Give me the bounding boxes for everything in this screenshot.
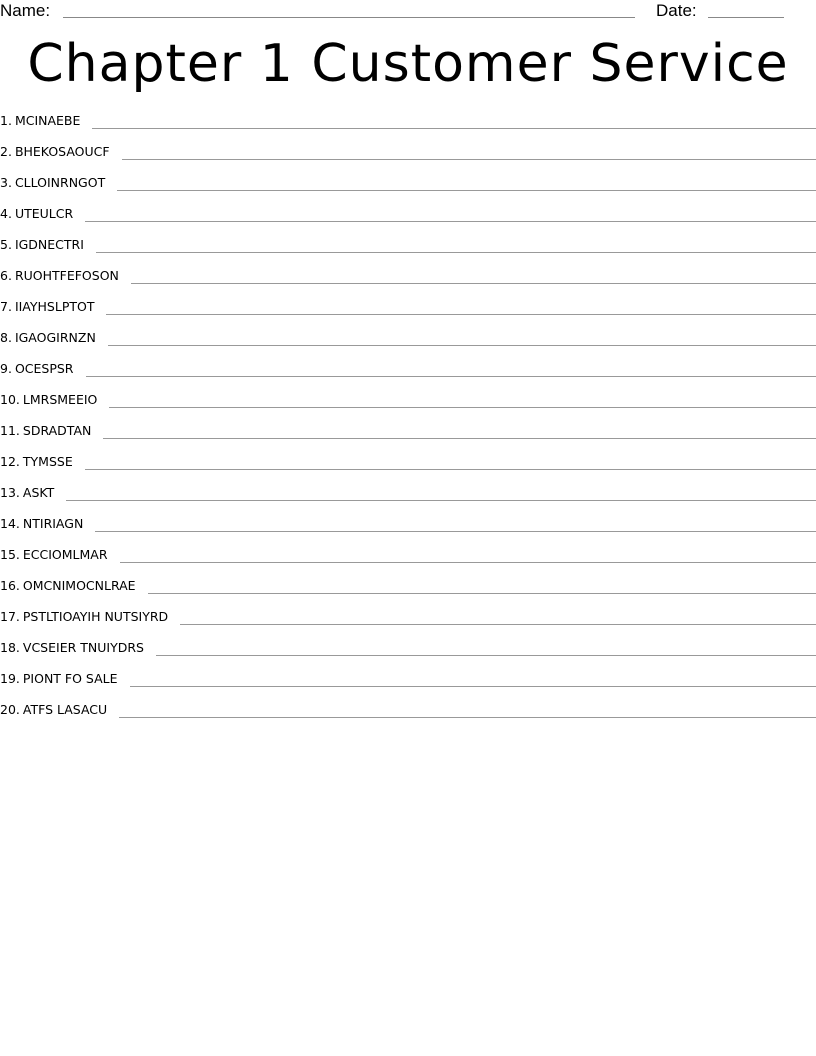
- item-text: [0, 110, 80, 129]
- scrambled-word: ATFS LASACU: [22, 702, 108, 717]
- worksheet-header: [0, 0, 816, 26]
- answer-line[interactable]: [85, 221, 816, 222]
- scrambled-word: VCSEIER TNUIYDRS: [22, 640, 144, 655]
- item-text: [0, 420, 91, 439]
- answer-line[interactable]: [103, 438, 816, 439]
- item-number: 17.: [0, 609, 20, 624]
- answer-line[interactable]: [119, 717, 816, 718]
- list-item: [0, 110, 816, 141]
- item-text: [0, 141, 110, 160]
- item-number: 7.: [0, 299, 12, 314]
- item-number: 13.: [0, 485, 20, 500]
- list-item: [0, 358, 816, 389]
- item-number: 1.: [0, 113, 12, 128]
- item-text: [0, 699, 107, 718]
- list-item: [0, 389, 816, 420]
- page-title: Chapter 1 Customer Service: [27, 34, 789, 94]
- list-item: [0, 575, 816, 606]
- item-number: 11.: [0, 423, 20, 438]
- item-number: 9.: [0, 361, 12, 376]
- scrambled-word: OMCNIMOCNLRAE: [22, 578, 136, 593]
- item-number: 19.: [0, 671, 20, 686]
- item-text: [0, 265, 119, 284]
- scrambled-word: RUOHTFEFOSON: [14, 268, 119, 283]
- list-item: [0, 637, 816, 668]
- answer-line[interactable]: [66, 500, 816, 501]
- item-text: [0, 606, 168, 625]
- item-text: [0, 575, 136, 594]
- item-number: 16.: [0, 578, 20, 593]
- answer-line[interactable]: [122, 159, 816, 160]
- name-label: Name:: [0, 1, 51, 20]
- scrambled-word: CLLOINRNGOT: [14, 175, 106, 190]
- scrambled-word: ASKT: [22, 485, 55, 500]
- list-item: [0, 482, 816, 513]
- item-number: 10.: [0, 392, 20, 407]
- item-number: 2.: [0, 144, 12, 159]
- scrambled-word: NTIRIAGN: [22, 516, 84, 531]
- scrambled-word: IIAYHSLPTOT: [14, 299, 95, 314]
- item-text: [0, 637, 144, 656]
- item-number: 14.: [0, 516, 20, 531]
- scrambled-word: UTEULCR: [14, 206, 74, 221]
- item-number: 4.: [0, 206, 12, 221]
- answer-line[interactable]: [96, 252, 816, 253]
- answer-line[interactable]: [117, 190, 816, 191]
- scrambled-word: TYMSSE: [22, 454, 73, 469]
- scrambled-word: SDRADTAN: [22, 423, 92, 438]
- answer-line[interactable]: [86, 376, 816, 377]
- answer-line[interactable]: [131, 283, 816, 284]
- answer-line[interactable]: [148, 593, 816, 594]
- list-item: [0, 141, 816, 172]
- item-text: [0, 234, 84, 253]
- item-text: [0, 296, 94, 315]
- answer-line[interactable]: [106, 314, 816, 315]
- answer-line[interactable]: [109, 407, 816, 408]
- item-text: [0, 451, 73, 470]
- list-item: [0, 544, 816, 575]
- list-item: [0, 265, 816, 296]
- date-field-line: [708, 17, 784, 18]
- list-item: [0, 327, 816, 358]
- item-text: [0, 544, 108, 563]
- item-number: 18.: [0, 640, 20, 655]
- scrambled-word: PIONT FO SALE: [22, 671, 118, 686]
- list-item: [0, 420, 816, 451]
- item-number: 6.: [0, 268, 12, 283]
- word-scramble-list: [0, 110, 816, 730]
- item-number: 12.: [0, 454, 20, 469]
- scrambled-word: LMRSMEEIO: [22, 392, 98, 407]
- answer-line[interactable]: [85, 469, 816, 470]
- scrambled-word: IGAOGIRNZN: [14, 330, 96, 345]
- scrambled-word: PSTLTIOAYIH NUTSIYRD: [22, 609, 169, 624]
- answer-line[interactable]: [156, 655, 816, 656]
- list-item: [0, 451, 816, 482]
- list-item: [0, 203, 816, 234]
- answer-line[interactable]: [92, 128, 816, 129]
- item-text: [0, 482, 54, 501]
- list-item: [0, 172, 816, 203]
- scrambled-word: MCINAEBE: [14, 113, 81, 128]
- answer-line[interactable]: [95, 531, 816, 532]
- list-item: [0, 234, 816, 265]
- item-text: [0, 668, 118, 687]
- date-label: Date:: [656, 1, 697, 20]
- item-text: [0, 389, 97, 408]
- answer-line[interactable]: [108, 345, 816, 346]
- list-item: [0, 668, 816, 699]
- scrambled-word: ECCIOMLMAR: [22, 547, 108, 562]
- item-number: 5.: [0, 237, 12, 252]
- answer-line[interactable]: [180, 624, 816, 625]
- item-text: [0, 203, 73, 222]
- scrambled-word: OCESPSR: [14, 361, 74, 376]
- answer-line[interactable]: [120, 562, 816, 563]
- list-item: [0, 699, 816, 730]
- item-number: 15.: [0, 547, 20, 562]
- item-number: 3.: [0, 175, 12, 190]
- list-item: [0, 513, 816, 544]
- answer-line[interactable]: [130, 686, 816, 687]
- item-text: [0, 172, 105, 191]
- name-field-line: [63, 17, 635, 18]
- item-number: 20.: [0, 702, 20, 717]
- scrambled-word: IGDNECTRI: [14, 237, 84, 252]
- item-text: [0, 327, 96, 346]
- scrambled-word: BHEKOSAOUCF: [14, 144, 110, 159]
- list-item: [0, 606, 816, 637]
- item-text: [0, 358, 74, 377]
- list-item: [0, 296, 816, 327]
- item-number: 8.: [0, 330, 12, 345]
- item-text: [0, 513, 83, 532]
